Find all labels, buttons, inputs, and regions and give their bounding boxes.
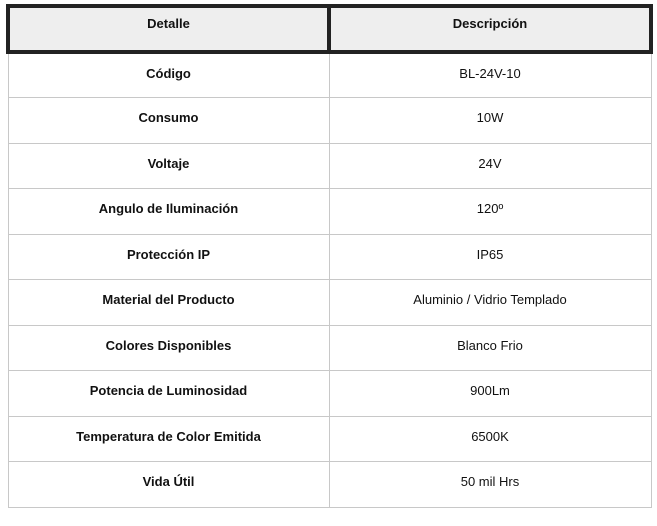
row-label: Código: [8, 52, 329, 98]
table-row: [8, 416, 651, 462]
row-label: Material del Producto: [8, 280, 329, 326]
table-header-row: [8, 6, 651, 52]
row-value: 10W: [329, 98, 651, 144]
row-label: Angulo de Iluminación: [8, 189, 329, 235]
row-value: Aluminio / Vidrio Templado: [329, 280, 651, 326]
row-value: 900Lm: [329, 371, 651, 417]
table-row: [8, 143, 651, 189]
row-value: 6500K: [329, 416, 651, 462]
table-row: [8, 189, 651, 235]
table-row: [8, 234, 651, 280]
header-descripcion: Descripción: [329, 6, 651, 52]
table-row: [8, 462, 651, 508]
row-label: Temperatura de Color Emitida: [8, 416, 329, 462]
table-row: [8, 280, 651, 326]
row-value: 24V: [329, 143, 651, 189]
table-row: [8, 98, 651, 144]
row-label: Colores Disponibles: [8, 325, 329, 371]
row-value: 50 mil Hrs: [329, 462, 651, 508]
header-detalle: Detalle: [8, 6, 329, 52]
row-value: IP65: [329, 234, 651, 280]
row-label: Vida Útil: [8, 462, 329, 508]
table-row: [8, 325, 651, 371]
spec-table: [6, 4, 653, 508]
row-label: Consumo: [8, 98, 329, 144]
table-row: [8, 371, 651, 417]
row-value: Blanco Frio: [329, 325, 651, 371]
row-label: Protección IP: [8, 234, 329, 280]
row-label: Potencia de Luminosidad: [8, 371, 329, 417]
row-value: 120º: [329, 189, 651, 235]
row-value: BL-24V-10: [329, 52, 651, 98]
table-row: [8, 52, 651, 98]
row-label: Voltaje: [8, 143, 329, 189]
